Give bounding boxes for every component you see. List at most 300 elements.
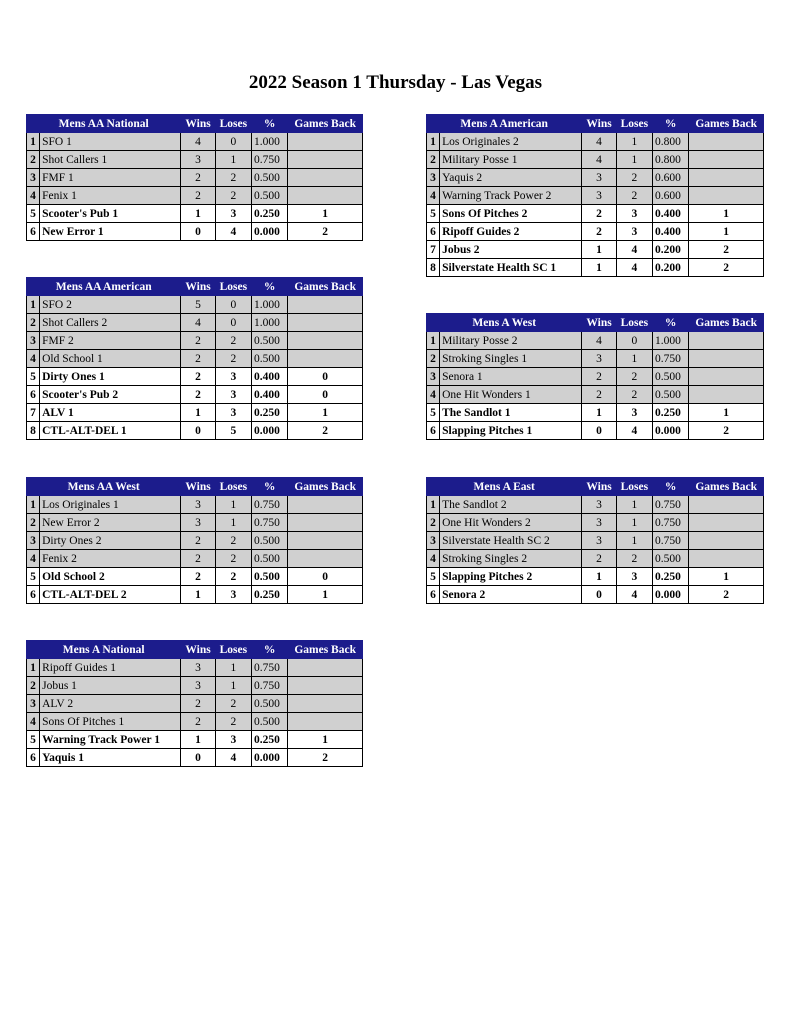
team-cell: CTL-ALT-DEL 1	[40, 422, 181, 440]
games-back-cell	[288, 187, 363, 205]
games-back-header: Games Back	[288, 115, 363, 133]
team-cell: Stroking Singles 2	[440, 550, 582, 568]
loses-cell: 3	[215, 368, 251, 386]
team-cell: Silverstate Health SC 1	[440, 259, 582, 277]
table-row	[427, 586, 764, 604]
table-row	[27, 568, 363, 586]
loses-cell: 4	[215, 223, 251, 241]
team-cell: The Sandlot 2	[440, 496, 582, 514]
team-cell: Old School 1	[40, 350, 181, 368]
wins-cell: 2	[582, 368, 616, 386]
wins-cell: 2	[181, 187, 215, 205]
rank-cell: 8	[427, 259, 440, 277]
wins-header: Wins	[181, 115, 215, 133]
loses-header: Loses	[616, 478, 652, 496]
wins-cell: 3	[582, 169, 616, 187]
team-cell: Slapping Pitches 2	[440, 568, 582, 586]
pct-cell: 0.000	[251, 223, 287, 241]
table-row	[427, 205, 764, 223]
rank-cell: 2	[27, 151, 40, 169]
pct-cell: 0.500	[251, 187, 287, 205]
table-row	[427, 133, 764, 151]
loses-cell: 2	[215, 169, 251, 187]
table-row	[27, 314, 363, 332]
games-back-cell	[288, 350, 363, 368]
pct-cell: 0.250	[251, 404, 287, 422]
table-row	[27, 695, 363, 713]
wins-cell: 3	[582, 514, 616, 532]
team-cell: Slapping Pitches 1	[440, 422, 582, 440]
team-cell: Yaquis 1	[40, 749, 181, 767]
rank-cell: 6	[427, 422, 440, 440]
rank-cell: 1	[27, 496, 40, 514]
pct-cell: 0.000	[652, 422, 688, 440]
team-cell: FMF 1	[40, 169, 181, 187]
table-row	[27, 187, 363, 205]
loses-cell: 2	[616, 187, 652, 205]
table-header-row	[427, 115, 764, 133]
rank-cell: 6	[27, 223, 40, 241]
pct-cell: 0.600	[652, 169, 688, 187]
pct-cell: 0.500	[251, 713, 287, 731]
games-back-header: Games Back	[689, 478, 764, 496]
games-back-cell	[288, 133, 363, 151]
games-back-header: Games Back	[689, 115, 764, 133]
pct-cell: 0.750	[652, 496, 688, 514]
rank-cell: 6	[27, 386, 40, 404]
table-row	[427, 422, 764, 440]
team-cell: Shot Callers 2	[40, 314, 181, 332]
team-cell: Jobus 1	[40, 677, 181, 695]
games-back-cell: 1	[288, 586, 363, 604]
wins-cell: 3	[181, 151, 215, 169]
rank-cell: 3	[427, 368, 440, 386]
table-row	[427, 568, 764, 586]
team-cell: Scooter's Pub 2	[40, 386, 181, 404]
pct-cell: 0.000	[251, 749, 287, 767]
games-back-cell	[288, 296, 363, 314]
team-cell: Warning Track Power 1	[40, 731, 181, 749]
loses-cell: 1	[215, 677, 251, 695]
pct-header: %	[652, 314, 688, 332]
rank-cell: 5	[27, 205, 40, 223]
pct-cell: 0.000	[251, 422, 287, 440]
pct-cell: 0.750	[652, 532, 688, 550]
team-cell: Shot Callers 1	[40, 151, 181, 169]
loses-cell: 3	[616, 568, 652, 586]
games-back-cell: 2	[689, 259, 764, 277]
wins-cell: 1	[582, 241, 616, 259]
rank-cell: 3	[427, 532, 440, 550]
pct-cell: 0.500	[251, 568, 287, 586]
loses-cell: 3	[215, 205, 251, 223]
rank-cell: 1	[27, 296, 40, 314]
games-back-cell: 2	[689, 422, 764, 440]
rank-cell: 4	[27, 713, 40, 731]
rank-cell: 5	[27, 568, 40, 586]
table-row	[27, 659, 363, 677]
table-row	[27, 296, 363, 314]
team-cell: SFO 1	[40, 133, 181, 151]
pct-cell: 0.750	[251, 496, 287, 514]
rank-cell: 1	[427, 133, 440, 151]
rank-cell: 5	[27, 731, 40, 749]
loses-header: Loses	[215, 278, 251, 296]
loses-cell: 3	[616, 205, 652, 223]
pct-cell: 1.000	[251, 296, 287, 314]
games-back-cell: 2	[689, 241, 764, 259]
rank-cell: 7	[427, 241, 440, 259]
games-back-header: Games Back	[288, 641, 363, 659]
rank-cell: 1	[27, 659, 40, 677]
rank-cell: 2	[427, 151, 440, 169]
wins-cell: 4	[582, 332, 616, 350]
loses-cell: 2	[616, 169, 652, 187]
pct-cell: 0.250	[251, 205, 287, 223]
pct-cell: 0.750	[652, 350, 688, 368]
pct-header: %	[652, 115, 688, 133]
rank-cell: 3	[27, 332, 40, 350]
loses-cell: 1	[215, 496, 251, 514]
games-back-cell	[689, 169, 764, 187]
pct-cell: 0.750	[251, 514, 287, 532]
games-back-header: Games Back	[689, 314, 764, 332]
table-row	[27, 386, 363, 404]
loses-cell: 0	[215, 296, 251, 314]
loses-cell: 3	[215, 586, 251, 604]
loses-header: Loses	[215, 641, 251, 659]
division-title: Mens A West	[427, 314, 582, 332]
pct-cell: 0.400	[652, 223, 688, 241]
wins-cell: 3	[582, 350, 616, 368]
wins-cell: 0	[582, 586, 616, 604]
rank-cell: 2	[427, 514, 440, 532]
team-cell: New Error 1	[40, 223, 181, 241]
wins-cell: 4	[181, 314, 215, 332]
loses-cell: 1	[616, 532, 652, 550]
games-back-cell	[689, 187, 764, 205]
team-cell: ALV 2	[40, 695, 181, 713]
wins-header: Wins	[582, 314, 616, 332]
team-cell: Ripoff Guides 1	[40, 659, 181, 677]
pct-cell: 0.500	[251, 695, 287, 713]
games-back-cell: 2	[288, 422, 363, 440]
loses-cell: 2	[215, 713, 251, 731]
games-back-cell	[689, 386, 764, 404]
games-back-cell: 2	[288, 223, 363, 241]
table-row	[27, 350, 363, 368]
rank-cell: 6	[427, 586, 440, 604]
pct-cell: 1.000	[251, 314, 287, 332]
loses-cell: 2	[215, 695, 251, 713]
loses-cell: 3	[616, 404, 652, 422]
rank-cell: 6	[27, 586, 40, 604]
table-row	[427, 386, 764, 404]
standings-table	[26, 114, 363, 241]
pct-header: %	[251, 278, 287, 296]
wins-cell: 3	[582, 496, 616, 514]
loses-cell: 2	[215, 350, 251, 368]
table-row	[427, 169, 764, 187]
games-back-cell: 2	[288, 749, 363, 767]
pct-cell: 0.500	[251, 169, 287, 187]
table-row	[27, 169, 363, 187]
loses-header: Loses	[616, 314, 652, 332]
games-back-cell	[689, 496, 764, 514]
wins-cell: 1	[582, 259, 616, 277]
rank-cell: 4	[27, 187, 40, 205]
wins-cell: 1	[181, 586, 215, 604]
rank-cell: 7	[27, 404, 40, 422]
standings-table	[426, 313, 764, 440]
pct-cell: 0.500	[251, 332, 287, 350]
loses-cell: 4	[616, 586, 652, 604]
table-row	[427, 223, 764, 241]
games-back-cell: 1	[689, 404, 764, 422]
rank-cell: 2	[27, 314, 40, 332]
table-header-row	[27, 115, 363, 133]
loses-header: Loses	[215, 478, 251, 496]
loses-cell: 3	[215, 386, 251, 404]
games-back-cell	[288, 532, 363, 550]
rank-cell: 4	[27, 350, 40, 368]
pct-cell: 0.400	[251, 368, 287, 386]
table-row	[27, 731, 363, 749]
wins-cell: 4	[582, 133, 616, 151]
table-row	[27, 586, 363, 604]
team-cell: Sons Of Pitches 1	[40, 713, 181, 731]
table-row	[27, 713, 363, 731]
table-header-row	[27, 278, 363, 296]
pct-header: %	[251, 115, 287, 133]
games-back-cell	[288, 550, 363, 568]
games-back-cell	[288, 713, 363, 731]
loses-cell: 2	[616, 386, 652, 404]
wins-cell: 2	[582, 386, 616, 404]
rank-cell: 4	[427, 187, 440, 205]
loses-header: Loses	[215, 115, 251, 133]
table-row	[427, 151, 764, 169]
rank-cell: 8	[27, 422, 40, 440]
games-back-cell: 1	[288, 205, 363, 223]
rank-cell: 4	[427, 550, 440, 568]
games-back-header: Games Back	[288, 278, 363, 296]
games-back-cell: 1	[288, 404, 363, 422]
table-row	[427, 332, 764, 350]
games-back-cell	[288, 314, 363, 332]
pct-cell: 0.500	[652, 550, 688, 568]
games-back-cell: 1	[689, 568, 764, 586]
games-back-cell	[689, 532, 764, 550]
table-header-row	[27, 478, 363, 496]
wins-cell: 2	[181, 368, 215, 386]
pct-cell: 0.800	[652, 151, 688, 169]
wins-cell: 0	[181, 223, 215, 241]
loses-cell: 1	[616, 151, 652, 169]
loses-cell: 4	[215, 749, 251, 767]
wins-cell: 1	[582, 404, 616, 422]
pct-cell: 0.800	[652, 133, 688, 151]
loses-cell: 4	[616, 422, 652, 440]
games-back-header: Games Back	[288, 478, 363, 496]
loses-cell: 3	[215, 731, 251, 749]
table-row	[427, 259, 764, 277]
rank-cell: 2	[27, 514, 40, 532]
table-row	[27, 404, 363, 422]
team-cell: ALV 1	[40, 404, 181, 422]
games-back-cell: 1	[689, 223, 764, 241]
division-title: Mens A East	[427, 478, 582, 496]
wins-header: Wins	[582, 115, 616, 133]
team-cell: Old School 2	[40, 568, 181, 586]
rank-cell: 6	[427, 223, 440, 241]
division-title: Mens AA West	[27, 478, 181, 496]
team-cell: Military Posse 1	[440, 151, 582, 169]
table-row	[27, 532, 363, 550]
loses-cell: 4	[616, 259, 652, 277]
games-back-cell: 1	[288, 731, 363, 749]
wins-cell: 2	[181, 568, 215, 586]
pct-cell: 0.750	[251, 659, 287, 677]
rank-cell: 5	[427, 404, 440, 422]
wins-header: Wins	[181, 641, 215, 659]
wins-cell: 0	[181, 422, 215, 440]
loses-cell: 3	[616, 223, 652, 241]
wins-cell: 1	[582, 568, 616, 586]
pct-cell: 0.750	[652, 514, 688, 532]
loses-cell: 0	[215, 133, 251, 151]
rank-cell: 4	[27, 550, 40, 568]
loses-cell: 1	[215, 514, 251, 532]
loses-cell: 2	[616, 550, 652, 568]
loses-cell: 3	[215, 404, 251, 422]
games-back-cell	[288, 169, 363, 187]
pct-cell: 0.750	[251, 677, 287, 695]
games-back-cell	[288, 659, 363, 677]
table-header-row	[427, 314, 764, 332]
games-back-cell	[689, 133, 764, 151]
wins-cell: 2	[582, 223, 616, 241]
standings-table	[426, 114, 764, 277]
rank-cell: 6	[27, 749, 40, 767]
wins-header: Wins	[181, 278, 215, 296]
table-header-row	[27, 641, 363, 659]
wins-cell: 4	[582, 151, 616, 169]
table-row	[27, 550, 363, 568]
loses-cell: 2	[215, 187, 251, 205]
rank-cell: 2	[427, 350, 440, 368]
team-cell: Scooter's Pub 1	[40, 205, 181, 223]
rank-cell: 1	[27, 133, 40, 151]
division-title: Mens A National	[27, 641, 181, 659]
standings-table	[26, 277, 363, 440]
team-cell: Sons Of Pitches 2	[440, 205, 582, 223]
wins-cell: 2	[181, 550, 215, 568]
loses-cell: 5	[215, 422, 251, 440]
pct-cell: 0.250	[652, 568, 688, 586]
wins-cell: 2	[181, 713, 215, 731]
games-back-cell	[689, 332, 764, 350]
table-header-row	[427, 478, 764, 496]
table-row	[427, 368, 764, 386]
games-back-cell	[689, 514, 764, 532]
games-back-cell	[288, 332, 363, 350]
team-cell: Los Originales 1	[40, 496, 181, 514]
team-cell: Jobus 2	[440, 241, 582, 259]
pct-header: %	[251, 478, 287, 496]
division-title: Mens AA American	[27, 278, 181, 296]
games-back-cell: 1	[689, 205, 764, 223]
pct-cell: 0.250	[251, 586, 287, 604]
rank-cell: 1	[427, 332, 440, 350]
loses-cell: 2	[215, 332, 251, 350]
games-back-cell	[689, 550, 764, 568]
games-back-cell: 2	[689, 586, 764, 604]
wins-cell: 1	[181, 731, 215, 749]
team-cell: SFO 2	[40, 296, 181, 314]
team-cell: Senora 1	[440, 368, 582, 386]
wins-cell: 0	[181, 749, 215, 767]
team-cell: FMF 2	[40, 332, 181, 350]
team-cell: One Hit Wonders 2	[440, 514, 582, 532]
table-row	[27, 151, 363, 169]
loses-cell: 2	[215, 550, 251, 568]
wins-cell: 2	[181, 350, 215, 368]
team-cell: One Hit Wonders 1	[440, 386, 582, 404]
table-row	[27, 749, 363, 767]
table-row	[27, 332, 363, 350]
pct-cell: 0.500	[652, 368, 688, 386]
table-row	[427, 404, 764, 422]
wins-cell: 2	[181, 169, 215, 187]
wins-cell: 2	[582, 550, 616, 568]
table-row	[27, 514, 363, 532]
pct-cell: 0.500	[652, 386, 688, 404]
pct-cell: 0.250	[652, 404, 688, 422]
rank-cell: 3	[27, 695, 40, 713]
games-back-cell	[689, 368, 764, 386]
games-back-cell	[288, 496, 363, 514]
loses-cell: 1	[616, 514, 652, 532]
loses-cell: 1	[616, 133, 652, 151]
wins-header: Wins	[582, 478, 616, 496]
team-cell: CTL-ALT-DEL 2	[40, 586, 181, 604]
loses-cell: 1	[215, 151, 251, 169]
team-cell: The Sandlot 1	[440, 404, 582, 422]
pct-cell: 1.000	[652, 332, 688, 350]
loses-cell: 4	[616, 241, 652, 259]
page-title: 2022 Season 1 Thursday - Las Vegas	[248, 72, 543, 93]
wins-cell: 3	[181, 514, 215, 532]
standings-table	[26, 477, 363, 604]
table-row	[27, 205, 363, 223]
pct-cell: 0.750	[251, 151, 287, 169]
team-cell: Los Originales 2	[440, 133, 582, 151]
team-cell: Ripoff Guides 2	[440, 223, 582, 241]
team-cell: New Error 2	[40, 514, 181, 532]
wins-cell: 2	[181, 386, 215, 404]
table-row	[27, 223, 363, 241]
pct-cell: 0.400	[652, 205, 688, 223]
loses-cell: 1	[215, 659, 251, 677]
pct-cell: 0.200	[652, 259, 688, 277]
loses-cell: 1	[616, 496, 652, 514]
division-title: Mens AA National	[27, 115, 181, 133]
wins-cell: 1	[181, 404, 215, 422]
rank-cell: 3	[427, 169, 440, 187]
table-row	[27, 422, 363, 440]
table-row	[27, 133, 363, 151]
